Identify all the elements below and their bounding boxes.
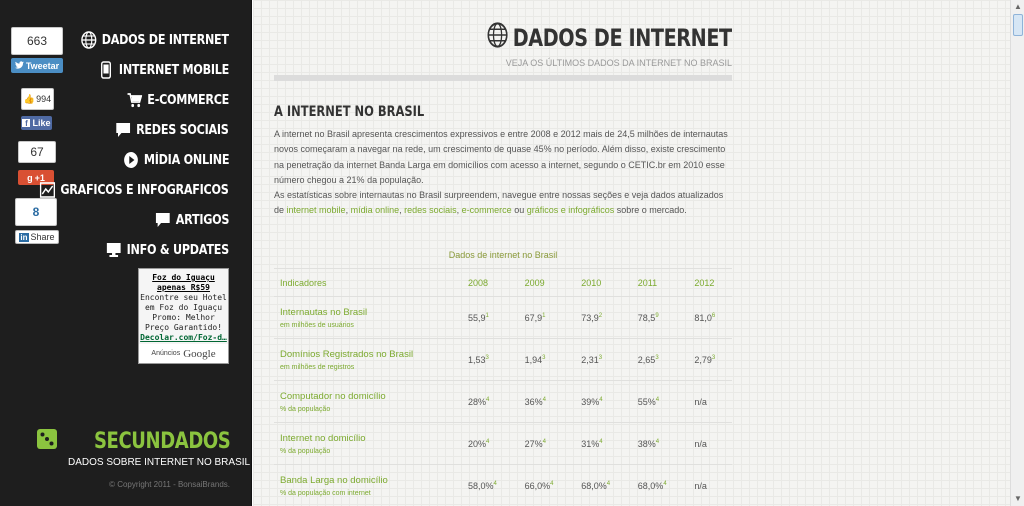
table-cell [462,465,519,506]
cell-footnote: 4 [655,396,660,403]
globe-icon [487,22,508,54]
like-count-box [21,88,54,110]
cell-value: 55% [637,396,656,407]
section-title: A INTERNET NO BRASIL [274,104,425,120]
cell-value: 2,31 [581,354,599,365]
brand-tagline: DADOS SOBRE INTERNET NO BRASIL [68,457,251,468]
page-subtitle: VEJA OS ÚLTIMOS DADOS DA INTERNET NO BRASIL [505,58,732,68]
cell-value: 38% [637,438,656,449]
table-row [274,339,732,381]
cell-value: 31% [581,438,600,449]
cell-value: n/a [694,480,707,491]
indicator-cell [274,423,462,465]
ad-body-line4: Preço Garantido! [144,323,223,332]
play-icon [123,151,138,169]
nav-label: INFO & UPDATES [126,242,229,258]
cell-footnote: 4 [486,438,490,445]
share-count: 8 [15,198,57,226]
cell-value: 55,9 [468,312,486,323]
monitor-icon [106,241,121,259]
table-cell [519,339,576,381]
table-cell [462,423,519,465]
cell-value: 66,0% [524,480,551,491]
table-row [274,297,732,339]
intro-paragraph-2-start: As estatísticas sobre internautas no Brasil surpreendem, navegue entre nossas seções e veja dados atualizados de [274,190,724,216]
column-header: 2012 [688,269,732,297]
cell-value: 36% [524,396,543,407]
cell-value: 39% [581,396,600,407]
nav-item-redes-sociais[interactable] [116,121,229,139]
ad-title-line2[interactable]: apenas R$59 [157,283,210,292]
table-body [274,297,732,506]
tweet-label: Tweetar [25,60,60,71]
cell-footnote: 6 [711,312,716,319]
separator: ou [511,205,527,216]
nav-item-info-updates[interactable] [106,241,229,259]
google-plus-icon: g [27,172,33,183]
separator: , [456,205,462,216]
nav-label: GRAFICOS E INFOGRAFICOS [60,182,229,198]
header-divider [274,75,732,81]
cell-footnote: 4 [550,480,554,487]
cell-value: 73,9 [581,312,599,323]
twitter-bird-icon [15,61,24,71]
brand-block [68,428,251,489]
scrollbar-thumb[interactable] [1013,14,1023,36]
cell-value: 2,65 [637,354,656,365]
scroll-down-arrow-icon[interactable]: ▼ [1014,494,1022,503]
ad-url[interactable]: Decolar.com/Foz-d… [140,333,227,342]
ad-body-line1: Encontre seu Hotel [140,293,227,302]
indicator-cell [274,339,462,381]
cell-footnote: 4 [663,480,667,487]
tweet-button[interactable] [11,58,63,73]
chart-icon [40,181,55,199]
cell-value: 1,53 [468,354,486,365]
indicator-unit: em milhões de registros [280,363,355,371]
globe-icon [81,31,96,49]
cell-footnote: 1 [485,312,489,319]
facebook-icon: f [22,119,30,127]
indicator-unit: % da população [280,447,331,455]
intro-paragraph-1: A internet no Brasil apresenta crescimentos expressivos e entre 2008 e 2012 mais de 24,5 milhões de internautas novos começaram a navegar na rede, um crescimento de quase 45% no período. Além disso, existe crescimento na penetração da internet Banda Larga em domicílios com acesso a internet, segundo o CETIC.br em 2010 esse número chegou a 21% da população. [274,129,728,185]
link-e-commerce[interactable]: e-commerce [461,205,512,216]
facebook-like-button[interactable] [21,116,52,130]
table-cell [519,381,576,423]
brand-name[interactable]: SECUNDADOS [93,429,230,454]
ad-footer-label: Anúncios [151,350,181,357]
cell-footnote: 4 [542,396,546,403]
data-table [274,268,732,506]
indicator-name: Domínios Registrados no Brasil [280,348,414,360]
cell-footnote: 9 [655,312,659,319]
ad-footer[interactable] [138,344,229,364]
nav-item-graficos-e-infograficos[interactable] [40,181,229,199]
table-cell [688,423,732,465]
table-cell [688,297,732,339]
like-count: 994 [36,94,52,104]
cell-footnote: 4 [486,396,490,403]
table-cell [575,297,632,339]
cell-footnote: 2 [598,312,603,319]
intro-text [274,127,732,219]
column-header: 2010 [575,269,632,297]
table-cell [632,423,689,465]
cell-value: 68,0% [581,480,607,491]
table-cell [519,465,576,506]
table-header-row [274,269,732,297]
table-cell [632,339,689,381]
tweet-count: 663 [11,27,63,55]
separator: , [399,205,405,216]
scroll-up-arrow-icon[interactable]: ▲ [1014,2,1022,11]
nav-item-e-commerce[interactable] [127,91,229,109]
column-header: Indicadores [274,269,462,297]
social-share-column [0,0,68,506]
table-cell [632,465,689,506]
cell-value: 2,79 [694,354,712,365]
indicator-name: Banda Larga no domicílio [280,474,388,486]
cell-value: 67,9 [524,312,543,323]
indicator-cell [274,465,462,506]
cell-footnote: 4 [493,480,497,487]
share-label: Share [30,232,55,242]
like-label: Like [32,118,51,128]
nav-item-internet-mobile[interactable] [98,61,229,79]
link-internet-mobile[interactable]: internet mobile [286,205,346,216]
link-graficos-infograficos[interactable]: gráficos e infográficos [526,205,615,216]
cell-footnote: 4 [655,438,660,445]
cell-value: 1,94 [524,354,543,365]
plus-one-label: +1 [34,172,45,183]
nav-label: MÍDIA ONLINE [143,152,229,168]
indicator-unit: em milhões de usuários [280,321,354,329]
cell-value: 20% [468,438,487,449]
page-header [270,22,732,68]
table-cell [575,381,632,423]
column-header: 2009 [519,269,576,297]
speech-bubble-icon [155,211,170,229]
table-cell [575,465,632,506]
ad-title-line1[interactable]: Foz do Iguaçu [152,273,215,282]
plus-one-count: 67 [18,141,56,163]
linkedin-icon: in [20,232,28,242]
cell-footnote: 4 [542,438,546,445]
table-cell [632,297,689,339]
column-header: 2011 [632,269,689,297]
nav-label: E-COMMERCE [147,92,229,108]
table-cell [632,381,689,423]
cell-footnote: 4 [599,438,603,445]
cell-value: n/a [694,438,707,449]
table-cell [462,381,519,423]
cell-value: 68,0% [637,480,664,491]
cell-value: 81,0 [694,312,712,323]
indicator-unit: % da população com internet [280,489,371,497]
cell-footnote: 3 [485,354,489,361]
table-cell [688,381,732,423]
table-cell [462,297,519,339]
nav-item-dados-de-internet[interactable] [81,31,229,49]
cell-footnote: 4 [606,480,611,487]
link-midia-online[interactable]: mídia online [350,205,400,216]
table-caption: Dados de internet no Brasil [448,250,558,260]
cell-footnote: 3 [655,354,659,361]
nav-label: DADOS DE INTERNET [101,32,229,48]
cell-value: n/a [694,396,707,407]
cell-value: 58,0% [468,480,494,491]
cell-footnote: 3 [542,354,546,361]
dice-logo-icon [36,428,58,455]
table-cell [519,297,576,339]
cell-value: 27% [524,438,543,449]
scrollbar[interactable] [1010,0,1024,506]
indicator-name: Computador no domicílio [280,390,386,402]
page-title [487,22,732,54]
nav-item-artigos[interactable] [155,211,229,229]
ad-body-line3: Promo: Melhor [152,313,215,322]
table-cell [519,423,576,465]
nav-label: REDES SOCIAIS [136,122,229,138]
cell-value: 28% [468,396,487,407]
table-cell [688,465,732,506]
intro-paragraph-2-end: sobre o mercado. [614,205,687,216]
cart-icon [127,91,142,109]
nav-item-midia-online[interactable] [123,151,229,169]
speech-bubble-icon [116,121,131,139]
table-cell [575,423,632,465]
cell-footnote: 3 [711,354,716,361]
indicator-unit: % da população [280,405,331,413]
table-cell [575,339,632,381]
indicator-cell [274,297,462,339]
cell-value: 78,5 [637,312,656,323]
table-row [274,381,732,423]
table-row [274,465,732,506]
table-cell [688,339,732,381]
table-row [274,423,732,465]
page-title-text: DADOS DE INTERNET [513,24,732,52]
link-redes-sociais[interactable]: redes sociais [404,205,457,216]
indicator-name: Internautas no Brasil [280,306,368,318]
indicator-cell [274,381,462,423]
nav-label: INTERNET MOBILE [118,62,229,78]
thumbs-up-icon: 👍 [23,93,36,104]
separator: , [345,205,351,216]
copyright: © Copyright 2011 - BonsaiBrands. [109,480,230,489]
cell-footnote: 4 [599,396,603,403]
ad-body-line2: em Foz do Iguaçu [144,303,223,312]
google-logo: Google [183,347,216,360]
nav-label: ARTIGOS [175,212,229,228]
cell-footnote: 1 [542,312,546,319]
column-header: 2008 [462,269,519,297]
indicator-name: Internet no domicílio [280,432,366,444]
linkedin-share-button[interactable] [15,230,59,244]
mobile-phone-icon [98,61,113,79]
cell-footnote: 3 [598,354,603,361]
table-cell [462,339,519,381]
